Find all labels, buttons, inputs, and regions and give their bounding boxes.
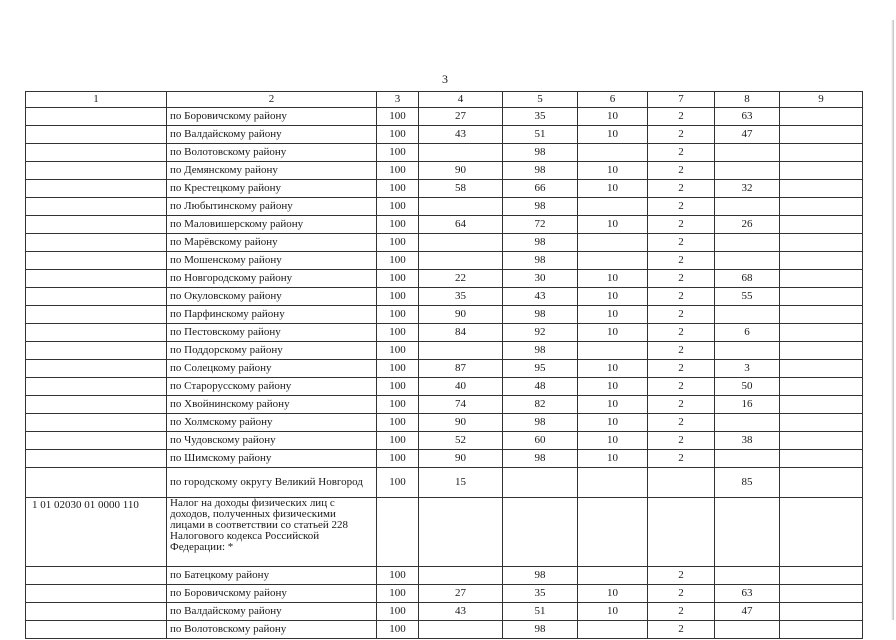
budget-code-cell bbox=[26, 621, 167, 639]
table-row bbox=[26, 162, 863, 180]
value-cell: 35 bbox=[419, 288, 503, 306]
name-cell: по Поддорскому району bbox=[167, 342, 377, 360]
name-cell: по Парфинскому району bbox=[167, 306, 377, 324]
value-cell bbox=[780, 252, 863, 270]
value-cell bbox=[780, 162, 863, 180]
name-cell: по Марёвскому району bbox=[167, 234, 377, 252]
value-cell: 32 bbox=[715, 180, 780, 198]
value-cell: 43 bbox=[503, 288, 578, 306]
value-cell: 63 bbox=[715, 108, 780, 126]
budget-code-cell bbox=[26, 252, 167, 270]
column-header: 8 bbox=[715, 92, 780, 108]
value-cell bbox=[780, 432, 863, 450]
name-cell: по Маловишерскому району bbox=[167, 216, 377, 234]
budget-code-cell bbox=[26, 324, 167, 342]
table-row bbox=[26, 288, 863, 306]
value-cell bbox=[419, 498, 503, 567]
table-row bbox=[26, 180, 863, 198]
value-cell: 30 bbox=[503, 270, 578, 288]
value-cell: 82 bbox=[503, 396, 578, 414]
budget-code-cell bbox=[26, 216, 167, 234]
value-cell bbox=[780, 450, 863, 468]
budget-code-cell: 1 01 02030 01 0000 110 bbox=[26, 498, 167, 567]
table-row bbox=[26, 234, 863, 252]
value-cell bbox=[578, 252, 648, 270]
value-cell: 98 bbox=[503, 450, 578, 468]
value-cell bbox=[715, 252, 780, 270]
value-cell: 98 bbox=[503, 306, 578, 324]
name-cell: по Батецкому району bbox=[167, 567, 377, 585]
value-cell: 100 bbox=[377, 126, 419, 144]
value-cell: 10 bbox=[578, 603, 648, 621]
revenue-distribution-table bbox=[25, 91, 863, 639]
value-cell: 10 bbox=[578, 414, 648, 432]
budget-code-cell bbox=[26, 567, 167, 585]
budget-code-cell bbox=[26, 414, 167, 432]
budget-code-cell bbox=[26, 144, 167, 162]
name-cell: по Пестовскому району bbox=[167, 324, 377, 342]
value-cell bbox=[780, 234, 863, 252]
value-cell: 2 bbox=[648, 306, 715, 324]
name-cell: по Боровичскому району bbox=[167, 585, 377, 603]
page-edge-shadow bbox=[891, 20, 894, 620]
column-header: 9 bbox=[780, 92, 863, 108]
name-cell: по Валдайскому району bbox=[167, 126, 377, 144]
column-number-row bbox=[26, 92, 863, 108]
column-header: 3 bbox=[377, 92, 419, 108]
value-cell: 51 bbox=[503, 126, 578, 144]
value-cell: 2 bbox=[648, 126, 715, 144]
table-row bbox=[26, 432, 863, 450]
value-cell: 10 bbox=[578, 585, 648, 603]
value-cell: 100 bbox=[377, 234, 419, 252]
table-row bbox=[26, 603, 863, 621]
budget-code-cell bbox=[26, 234, 167, 252]
value-cell: 40 bbox=[419, 378, 503, 396]
value-cell bbox=[780, 360, 863, 378]
name-cell: по Любытинскому району bbox=[167, 198, 377, 216]
value-cell bbox=[578, 234, 648, 252]
value-cell: 98 bbox=[503, 162, 578, 180]
value-cell: 100 bbox=[377, 432, 419, 450]
value-cell: 10 bbox=[578, 450, 648, 468]
value-cell: 10 bbox=[578, 108, 648, 126]
value-cell: 100 bbox=[377, 288, 419, 306]
value-cell: 2 bbox=[648, 603, 715, 621]
name-cell: по Валдайскому району bbox=[167, 603, 377, 621]
value-cell bbox=[578, 567, 648, 585]
value-cell bbox=[578, 144, 648, 162]
table-row bbox=[26, 270, 863, 288]
value-cell: 43 bbox=[419, 126, 503, 144]
table-row bbox=[26, 144, 863, 162]
value-cell: 100 bbox=[377, 378, 419, 396]
budget-code-cell bbox=[26, 360, 167, 378]
budget-code-cell bbox=[26, 378, 167, 396]
value-cell bbox=[780, 378, 863, 396]
value-cell: 58 bbox=[419, 180, 503, 198]
value-cell: 26 bbox=[715, 216, 780, 234]
table-row bbox=[26, 306, 863, 324]
value-cell bbox=[578, 342, 648, 360]
value-cell: 2 bbox=[648, 198, 715, 216]
value-cell: 68 bbox=[715, 270, 780, 288]
name-cell: по Волотовскому району bbox=[167, 621, 377, 639]
value-cell: 100 bbox=[377, 396, 419, 414]
value-cell: 27 bbox=[419, 108, 503, 126]
value-cell: 10 bbox=[578, 324, 648, 342]
value-cell: 60 bbox=[503, 432, 578, 450]
budget-code-cell bbox=[26, 585, 167, 603]
value-cell: 84 bbox=[419, 324, 503, 342]
budget-code-cell bbox=[26, 306, 167, 324]
value-cell bbox=[780, 498, 863, 567]
table-row bbox=[26, 360, 863, 378]
name-cell: по городскому округу Великий Новгород bbox=[167, 468, 377, 498]
value-cell: 35 bbox=[503, 585, 578, 603]
value-cell: 100 bbox=[377, 198, 419, 216]
table-row bbox=[26, 108, 863, 126]
name-cell: по Окуловскому району bbox=[167, 288, 377, 306]
value-cell: 16 bbox=[715, 396, 780, 414]
value-cell: 100 bbox=[377, 468, 419, 498]
value-cell bbox=[780, 342, 863, 360]
value-cell bbox=[377, 498, 419, 567]
value-cell: 100 bbox=[377, 342, 419, 360]
value-cell bbox=[780, 585, 863, 603]
budget-code-cell bbox=[26, 468, 167, 498]
value-cell: 90 bbox=[419, 450, 503, 468]
value-cell: 10 bbox=[578, 396, 648, 414]
name-cell: по Шимскому району bbox=[167, 450, 377, 468]
value-cell: 87 bbox=[419, 360, 503, 378]
table-row bbox=[26, 414, 863, 432]
value-cell bbox=[780, 126, 863, 144]
value-cell: 100 bbox=[377, 603, 419, 621]
value-cell: 2 bbox=[648, 144, 715, 162]
value-cell: 2 bbox=[648, 360, 715, 378]
value-cell: 2 bbox=[648, 585, 715, 603]
budget-code-cell bbox=[26, 162, 167, 180]
column-header: 6 bbox=[578, 92, 648, 108]
value-cell: 2 bbox=[648, 270, 715, 288]
value-cell bbox=[780, 468, 863, 498]
name-cell: по Старорусскому району bbox=[167, 378, 377, 396]
value-cell: 72 bbox=[503, 216, 578, 234]
value-cell: 100 bbox=[377, 360, 419, 378]
value-cell: 2 bbox=[648, 324, 715, 342]
value-cell: 98 bbox=[503, 621, 578, 639]
value-cell bbox=[715, 342, 780, 360]
value-cell: 10 bbox=[578, 432, 648, 450]
value-cell bbox=[503, 468, 578, 498]
budget-code-cell bbox=[26, 198, 167, 216]
value-cell: 100 bbox=[377, 585, 419, 603]
value-cell: 98 bbox=[503, 567, 578, 585]
value-cell: 100 bbox=[377, 162, 419, 180]
value-cell: 100 bbox=[377, 216, 419, 234]
value-cell: 2 bbox=[648, 567, 715, 585]
value-cell bbox=[780, 621, 863, 639]
value-cell: 38 bbox=[715, 432, 780, 450]
value-cell: 100 bbox=[377, 270, 419, 288]
value-cell bbox=[715, 162, 780, 180]
budget-code-cell bbox=[26, 450, 167, 468]
value-cell bbox=[419, 252, 503, 270]
value-cell: 100 bbox=[377, 621, 419, 639]
value-cell bbox=[419, 234, 503, 252]
value-cell bbox=[715, 306, 780, 324]
value-cell: 2 bbox=[648, 180, 715, 198]
table-row bbox=[26, 324, 863, 342]
value-cell bbox=[715, 567, 780, 585]
value-cell: 2 bbox=[648, 396, 715, 414]
value-cell: 10 bbox=[578, 162, 648, 180]
value-cell bbox=[715, 450, 780, 468]
value-cell: 10 bbox=[578, 288, 648, 306]
value-cell: 22 bbox=[419, 270, 503, 288]
value-cell: 100 bbox=[377, 306, 419, 324]
value-cell bbox=[715, 621, 780, 639]
value-cell: 98 bbox=[503, 252, 578, 270]
budget-code-cell bbox=[26, 108, 167, 126]
value-cell: 52 bbox=[419, 432, 503, 450]
column-header: 2 bbox=[167, 92, 377, 108]
value-cell: 2 bbox=[648, 108, 715, 126]
value-cell: 3 bbox=[715, 360, 780, 378]
value-cell: 50 bbox=[715, 378, 780, 396]
table-body bbox=[26, 92, 863, 639]
name-cell: по Новгородскому району bbox=[167, 270, 377, 288]
value-cell: 98 bbox=[503, 234, 578, 252]
value-cell: 2 bbox=[648, 288, 715, 306]
value-cell: 2 bbox=[648, 450, 715, 468]
table-row bbox=[26, 621, 863, 639]
value-cell: 2 bbox=[648, 252, 715, 270]
value-cell bbox=[780, 216, 863, 234]
value-cell: 2 bbox=[648, 378, 715, 396]
value-cell: 100 bbox=[377, 414, 419, 432]
value-cell bbox=[578, 198, 648, 216]
value-cell bbox=[715, 498, 780, 567]
value-cell: 95 bbox=[503, 360, 578, 378]
name-cell: Налог на доходы физических лиц с доходов, полученных физическими лицами в соответствии со статьей 228 Налогового кодекса Российской Федерации: * bbox=[167, 498, 377, 567]
value-cell bbox=[780, 324, 863, 342]
value-cell: 55 bbox=[715, 288, 780, 306]
name-cell: по Крестецкому району bbox=[167, 180, 377, 198]
value-cell bbox=[715, 198, 780, 216]
table-row bbox=[26, 567, 863, 585]
table-row bbox=[26, 585, 863, 603]
value-cell bbox=[715, 234, 780, 252]
value-cell: 92 bbox=[503, 324, 578, 342]
value-cell: 35 bbox=[503, 108, 578, 126]
value-cell bbox=[578, 498, 648, 567]
value-cell bbox=[780, 306, 863, 324]
value-cell bbox=[419, 567, 503, 585]
value-cell bbox=[648, 468, 715, 498]
column-header: 1 bbox=[26, 92, 167, 108]
value-cell bbox=[715, 144, 780, 162]
value-cell: 2 bbox=[648, 162, 715, 180]
budget-code-cell bbox=[26, 396, 167, 414]
value-cell: 98 bbox=[503, 414, 578, 432]
table-row bbox=[26, 342, 863, 360]
name-cell: по Мошенскому району bbox=[167, 252, 377, 270]
page-number: 3 bbox=[442, 72, 448, 86]
name-cell: по Хвойнинскому району bbox=[167, 396, 377, 414]
value-cell bbox=[578, 468, 648, 498]
value-cell: 10 bbox=[578, 216, 648, 234]
table-row bbox=[26, 396, 863, 414]
value-cell: 43 bbox=[419, 603, 503, 621]
value-cell: 10 bbox=[578, 306, 648, 324]
table-row bbox=[26, 450, 863, 468]
value-cell: 63 bbox=[715, 585, 780, 603]
value-cell bbox=[780, 414, 863, 432]
name-cell: по Демянскому району bbox=[167, 162, 377, 180]
table-row bbox=[26, 198, 863, 216]
value-cell bbox=[780, 108, 863, 126]
budget-code-cell bbox=[26, 432, 167, 450]
value-cell: 100 bbox=[377, 567, 419, 585]
budget-code-cell bbox=[26, 603, 167, 621]
value-cell: 2 bbox=[648, 342, 715, 360]
value-cell: 10 bbox=[578, 378, 648, 396]
budget-code-cell bbox=[26, 270, 167, 288]
value-cell: 10 bbox=[578, 126, 648, 144]
value-cell: 47 bbox=[715, 603, 780, 621]
value-cell bbox=[780, 144, 863, 162]
value-cell: 2 bbox=[648, 414, 715, 432]
value-cell: 10 bbox=[578, 270, 648, 288]
value-cell: 98 bbox=[503, 198, 578, 216]
value-cell: 2 bbox=[648, 621, 715, 639]
value-cell: 10 bbox=[578, 180, 648, 198]
name-cell: по Боровичскому району bbox=[167, 108, 377, 126]
value-cell: 74 bbox=[419, 396, 503, 414]
name-cell: по Холмскому району bbox=[167, 414, 377, 432]
table-row bbox=[26, 126, 863, 144]
value-cell bbox=[578, 621, 648, 639]
value-cell: 27 bbox=[419, 585, 503, 603]
value-cell bbox=[715, 414, 780, 432]
value-cell: 48 bbox=[503, 378, 578, 396]
column-header: 5 bbox=[503, 92, 578, 108]
value-cell bbox=[780, 567, 863, 585]
value-cell: 100 bbox=[377, 252, 419, 270]
value-cell bbox=[780, 198, 863, 216]
value-cell: 100 bbox=[377, 108, 419, 126]
name-cell: по Чудовскому району bbox=[167, 432, 377, 450]
column-header: 4 bbox=[419, 92, 503, 108]
value-cell bbox=[780, 603, 863, 621]
value-cell: 100 bbox=[377, 450, 419, 468]
value-cell: 2 bbox=[648, 234, 715, 252]
value-cell bbox=[419, 144, 503, 162]
table-row bbox=[26, 252, 863, 270]
value-cell bbox=[780, 180, 863, 198]
table-row bbox=[26, 216, 863, 234]
value-cell: 6 bbox=[715, 324, 780, 342]
value-cell bbox=[503, 498, 578, 567]
value-cell: 2 bbox=[648, 432, 715, 450]
value-cell: 66 bbox=[503, 180, 578, 198]
budget-code-cell bbox=[26, 288, 167, 306]
value-cell: 100 bbox=[377, 180, 419, 198]
value-cell: 90 bbox=[419, 306, 503, 324]
value-cell: 90 bbox=[419, 162, 503, 180]
value-cell bbox=[780, 396, 863, 414]
name-cell: по Волотовскому району bbox=[167, 144, 377, 162]
value-cell: 47 bbox=[715, 126, 780, 144]
value-cell: 98 bbox=[503, 342, 578, 360]
value-cell: 2 bbox=[648, 216, 715, 234]
value-cell bbox=[780, 288, 863, 306]
budget-code-cell bbox=[26, 342, 167, 360]
value-cell: 15 bbox=[419, 468, 503, 498]
table-row bbox=[26, 378, 863, 396]
value-cell: 10 bbox=[578, 360, 648, 378]
value-cell: 64 bbox=[419, 216, 503, 234]
table-row bbox=[26, 468, 863, 498]
value-cell: 100 bbox=[377, 324, 419, 342]
value-cell bbox=[419, 621, 503, 639]
value-cell: 51 bbox=[503, 603, 578, 621]
table-row bbox=[26, 498, 863, 567]
value-cell bbox=[419, 198, 503, 216]
budget-code-cell bbox=[26, 180, 167, 198]
value-cell: 98 bbox=[503, 144, 578, 162]
value-cell: 85 bbox=[715, 468, 780, 498]
value-cell bbox=[419, 342, 503, 360]
value-cell bbox=[648, 498, 715, 567]
budget-code-cell bbox=[26, 126, 167, 144]
name-cell: по Солецкому району bbox=[167, 360, 377, 378]
value-cell bbox=[780, 270, 863, 288]
column-header: 7 bbox=[648, 92, 715, 108]
value-cell: 100 bbox=[377, 144, 419, 162]
value-cell: 90 bbox=[419, 414, 503, 432]
